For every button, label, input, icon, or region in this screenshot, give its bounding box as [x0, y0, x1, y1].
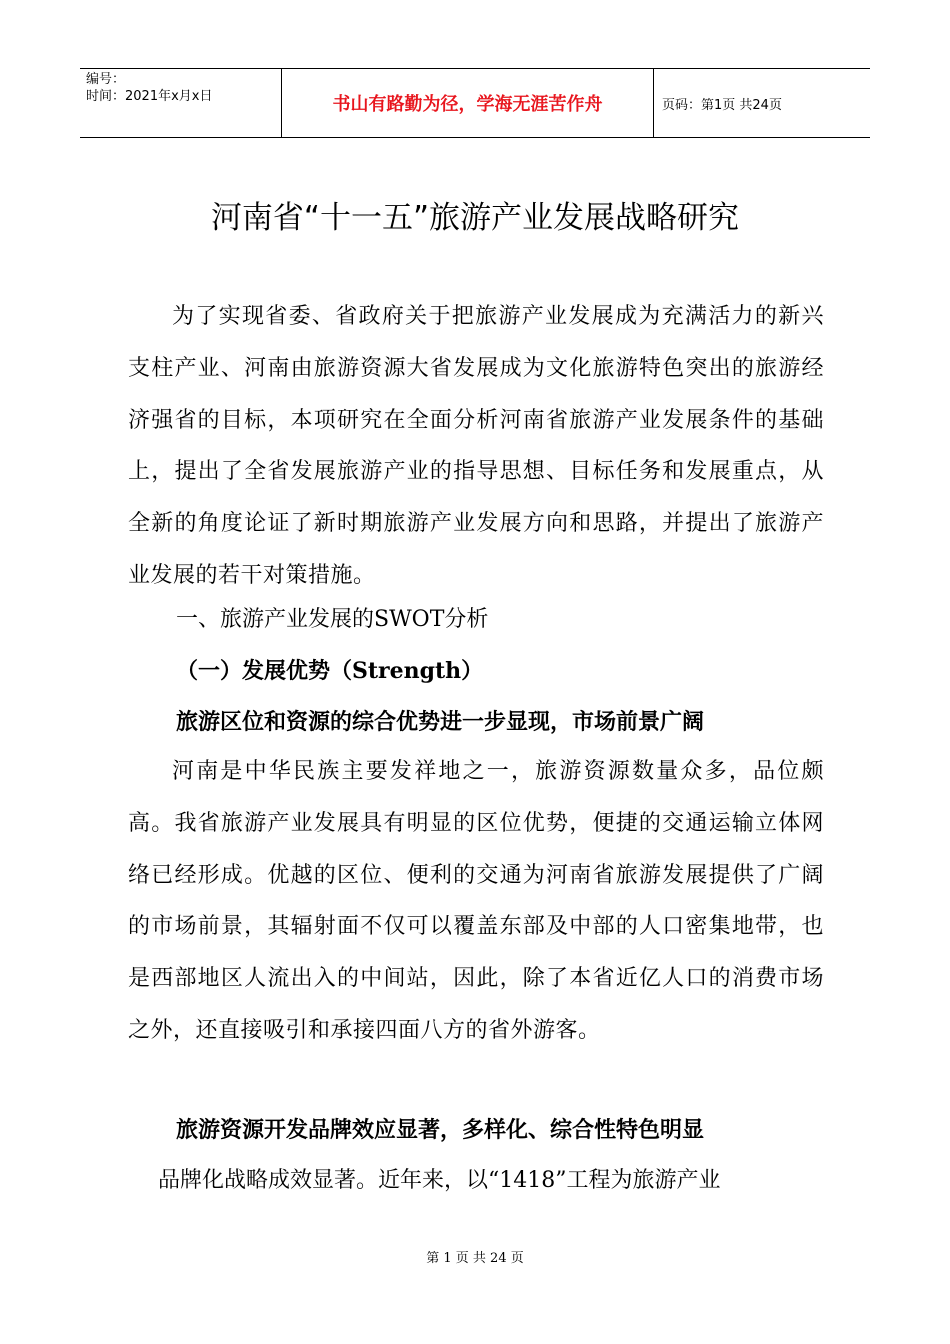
section-heading: 一、旅游产业发展的SWOT分析 — [176, 607, 489, 632]
body-paragraph-2: 品牌化战略成效显著。近年来，以“1418”工程为旅游产业 — [158, 1168, 721, 1193]
topic-heading-1: 旅游区位和资源的综合优势进一步显现，市场前景广阔 — [176, 710, 705, 735]
date-label: 时间：2021年x月x日 — [86, 89, 213, 104]
document-title: 河南省“十一五”旅游产业发展战略研究 — [210, 200, 740, 236]
subsection-heading: （一）发展优势（Strength） — [176, 658, 484, 684]
number-label: 编号： — [86, 72, 126, 87]
header-meta — [80, 69, 282, 137]
intro-paragraph: 为了实现省委、省政府关于把旅游产业发展成为充满活力的新兴支柱产业、河南由旅游资源大省发展成为文化旅游特色突出的旅游经济强省的目标，本项研究在全面分析河南省旅游产业发展条件的基础上，提出了全省发展旅游产业的指导思想、目标任务和发展重点，从全新的角度论证了新时期旅游产业发展方向和思路，并提出了旅游产业发展的若干对策措施。 — [128, 304, 824, 588]
topic-heading-2: 旅游资源开发品牌效应显著，多样化、综合性特色明显 — [176, 1118, 705, 1143]
header-page-info: 页码：第1页 共24页 — [662, 97, 782, 113]
header-motto: 书山有路勤为径，学海无涯苦作舟 — [282, 69, 654, 137]
document-header — [80, 68, 870, 138]
page-footer: 第 1 页 共 24 页 — [426, 1251, 524, 1266]
body-paragraph-1: 河南是中华民族主要发祥地之一，旅游资源数量众多，品位颇高。我省旅游产业发展具有明显的区位优势，便捷的交通运输立体网络已经形成。优越的区位、便利的交通为河南省旅游发展提供了广阔的市场前景，其辐射面不仅可以覆盖东部及中部的人口密集地带，也是西部地区人流出入的中间站，因此，除了本省近亿人口的消费市场之外，还直接吸引和承接四面八方的省外游客。 — [128, 759, 824, 1043]
